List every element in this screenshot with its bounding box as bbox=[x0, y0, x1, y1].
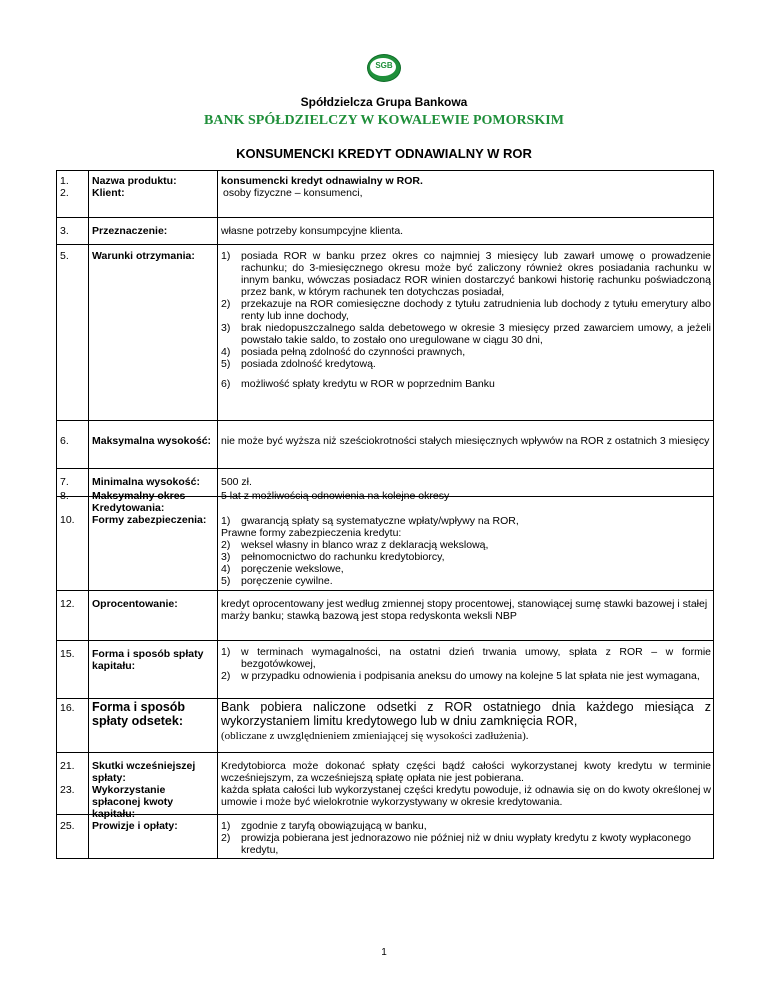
list-item: 1) w terminach wymagalności, na ostatni dzień trwania umowy, spłata z ROR – w formie bezgotówkowej, bbox=[221, 646, 711, 670]
row-value: własne potrzeby konsumpcyjne klienta. bbox=[221, 225, 404, 237]
row-label: Nazwa produktu: Klient: bbox=[92, 175, 177, 199]
conditions-list bbox=[221, 250, 711, 390]
row-number: 16. bbox=[60, 702, 75, 714]
row-note: (obliczane z uwzględnieniem zmieniającej się wysokości zadłużenia). bbox=[221, 730, 529, 742]
column-border bbox=[713, 170, 714, 859]
row-number: 10. bbox=[60, 514, 75, 526]
row-number: 7. bbox=[60, 476, 69, 488]
row-value: konsumencki kredyt odnawialny w ROR. osoby fizyczne – konsumenci, bbox=[221, 175, 423, 199]
row-label: Minimalna wysokość: bbox=[92, 476, 200, 488]
document-title: KONSUMENCKI KREDYT ODNAWIALNY W ROR bbox=[236, 146, 532, 161]
list-item: 4) poręczenie wekslowe, bbox=[221, 563, 344, 575]
row-number: 5. bbox=[60, 250, 69, 262]
row-value: kredyt oprocentowany jest według zmiennej stopy procentowej, stanowiącej sumę stawki bazowej i stałej marży banku; stawką bazową jest stopa redyskonta weksli NBP bbox=[221, 598, 708, 622]
row-value: Kredytobiorca może dokonać spłaty części bądź całości wykorzystanej kwoty kredytu w terminie wcześniejszym, za wcześniejszą spłatę opłata nie jest pobierana. każda spłata całości lub wykorzystanej części kredytu powoduje, iż odnawia się on do kwoty określonej w umowie i może być wielokrotnie wykorzystywany w okresie kredytowania. bbox=[221, 760, 711, 808]
page-number: 1 bbox=[381, 947, 387, 958]
row-number: 21. bbox=[60, 760, 75, 772]
bank-name: BANK SPÓŁDZIELCZY W KOWALEWIE POMORSKIM bbox=[204, 113, 564, 128]
row-label: Przeznaczenie: bbox=[92, 225, 168, 237]
row-value: Bank pobiera naliczone odsetki z ROR ostatniego dnia każdego miesiąca z wykorzystaniem limitu kredytowego lub w dniu zamknięcia ROR, bbox=[221, 700, 711, 728]
list-item: 1) gwarancją spłaty są systematyczne wpłaty/wpływy na ROR, bbox=[221, 515, 519, 527]
row-number: 25. bbox=[60, 820, 75, 832]
row-border bbox=[56, 420, 714, 421]
row-value: nie może być wyższa niż sześciokrotności stałych miesięcznych wpływów na ROR z ostatnich 3 miesięcy bbox=[221, 435, 710, 447]
list-item: 2) prowizja pobierana jest jednorazowo nie później niż w dniu wypłaty kredytu z kwoty wypłaconego kredytu, bbox=[221, 832, 691, 856]
fees-list bbox=[221, 820, 711, 856]
row-border bbox=[56, 698, 714, 699]
logo-text: SGB bbox=[375, 61, 393, 70]
row-label: Forma i sposób spłaty kapitału: bbox=[92, 648, 204, 672]
row-label: Formy zabezpieczenia: bbox=[92, 514, 207, 526]
list-subheading: Prawne formy zabezpieczenia kredytu: bbox=[221, 527, 402, 539]
row-label: Skutki wcześniejszej spłaty: bbox=[92, 760, 196, 784]
list-item: 2) weksel własny in blanco wraz z deklaracją wekslową, bbox=[221, 539, 489, 551]
row-border bbox=[56, 640, 714, 641]
list-item: 3) pełnomocnictwo do rachunku kredytobiorcy, bbox=[221, 551, 445, 563]
row-number: 15. bbox=[60, 648, 75, 660]
list-item: 5) posiada zdolność kredytową. bbox=[221, 358, 376, 370]
row-number: 6. bbox=[60, 435, 69, 447]
row-label: Maksymalna wysokość: bbox=[92, 435, 212, 447]
repayment-list bbox=[221, 646, 711, 682]
row-value: 500 zł. bbox=[221, 476, 252, 488]
row-border bbox=[56, 217, 714, 218]
security-list bbox=[221, 515, 711, 587]
list-item: 1) zgodnie z taryfą obowiązującą w banku, bbox=[221, 820, 427, 832]
row-label: Warunki otrzymania: bbox=[92, 250, 195, 262]
row-border bbox=[56, 244, 714, 245]
row-number: 3. bbox=[60, 225, 69, 237]
row-border bbox=[56, 170, 714, 171]
product-table bbox=[56, 170, 714, 858]
row-label: Oprocentowanie: bbox=[92, 598, 178, 610]
org-name: Spółdzielcza Grupa Bankowa bbox=[300, 95, 468, 109]
row-border bbox=[56, 590, 714, 591]
list-item: 2) przekazuje na ROR comiesięczne dochody z tytułu zatrudnienia lub dochody z tytułu emerytury albo renty lub inne dochody, bbox=[221, 298, 711, 322]
row-value: 5 lat z możliwością odnowienia na kolejne okresy bbox=[221, 490, 450, 502]
row-border bbox=[56, 468, 714, 469]
row-number: 1. 2. bbox=[60, 175, 69, 199]
row-number: 12. bbox=[60, 598, 75, 610]
sgb-logo bbox=[367, 54, 401, 82]
row-number: 8. bbox=[60, 490, 69, 502]
row-label: Prowizje i opłaty: bbox=[92, 820, 178, 832]
list-item: 4) posiada pełną zdolność do czynności prawnych, bbox=[221, 346, 466, 358]
row-label: Wykorzystanie spłaconej kwoty kapitału: bbox=[92, 784, 174, 820]
column-border bbox=[56, 170, 57, 859]
list-item: 1) posiada ROR w banku przez okres co najmniej 3 miesięcy lub zawarł umowę o prowadzenie rachunku; do 3-miesięcznego okresu może być zaliczony również okres posiadania rachunku w innym banku, wówczas posiadacz ROR winien dostarczyć bankowi historię rachunku poświadczoną przez bank, w którym rachunek ten dotychczas posiadał, bbox=[221, 250, 711, 298]
list-item: 5) poręczenie cywilne. bbox=[221, 575, 333, 587]
row-border bbox=[56, 752, 714, 753]
row-border bbox=[56, 858, 714, 859]
row-label: Maksymalny okres Kredytowania: bbox=[92, 490, 186, 514]
column-border bbox=[88, 170, 89, 859]
row-number: 23. bbox=[60, 784, 75, 796]
list-item: 6) możliwość spłaty kredytu w ROR w poprzednim Banku bbox=[221, 378, 495, 390]
list-item: 2) w przypadku odnowienia i podpisania aneksu do umowy na kolejne 5 lat spłata nie jest wymagana, bbox=[221, 670, 700, 682]
column-border bbox=[217, 170, 218, 859]
list-item: 3) brak niedopuszczalnego salda debetowego w okresie 3 miesięcy przed zawarciem umowy, a jeżeli powstało takie saldo, to zostało ono uregulowane w ciągu 30 dni, bbox=[221, 322, 711, 346]
row-label: Forma i sposób spłaty odsetek: bbox=[92, 700, 186, 728]
